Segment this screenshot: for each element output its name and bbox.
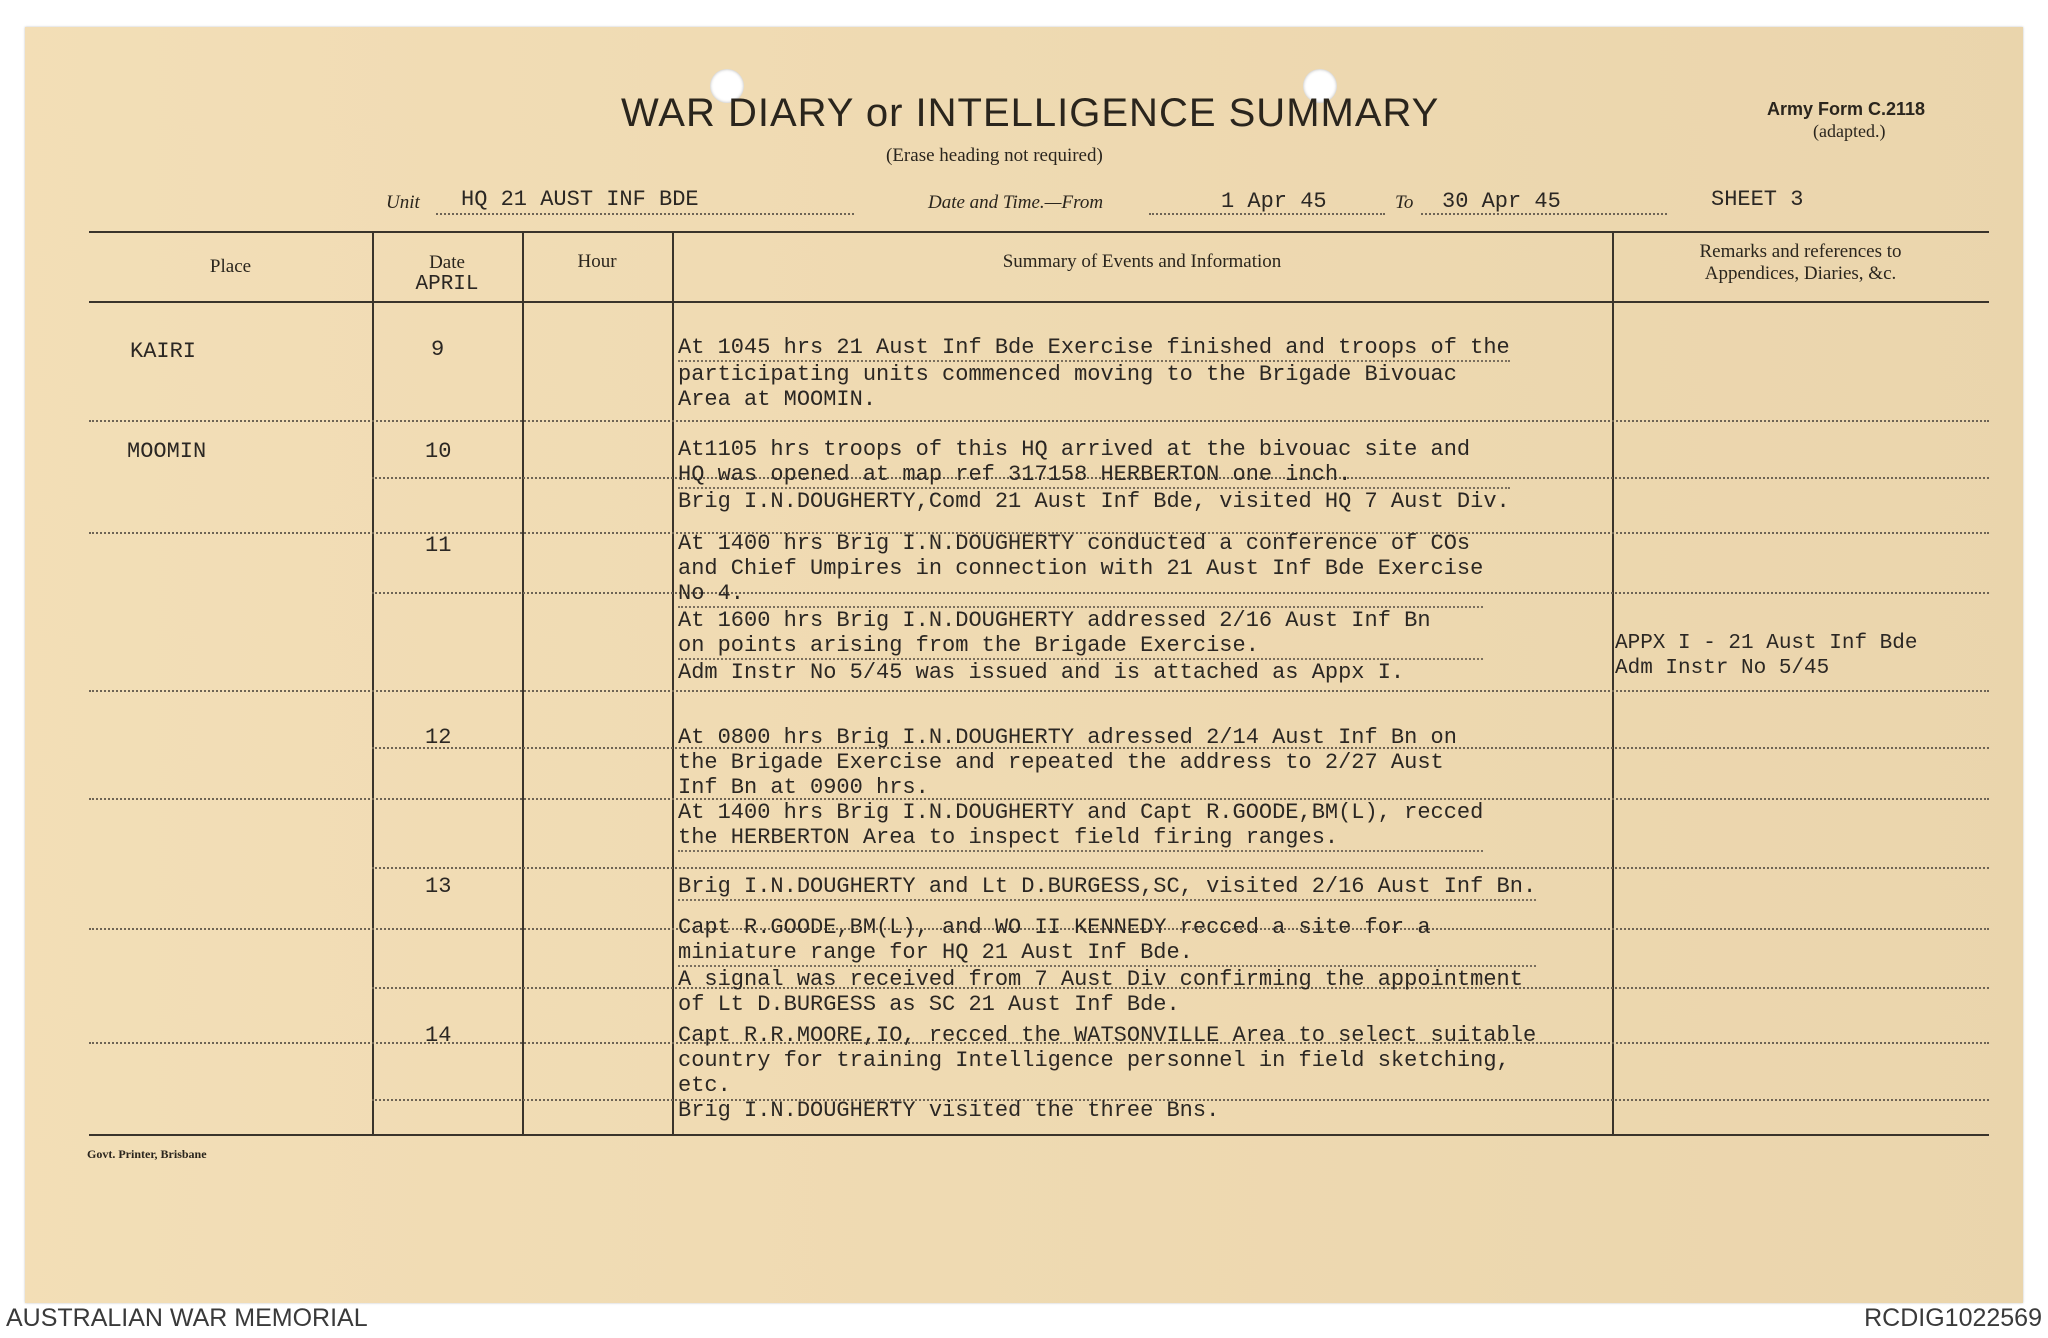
summary-line: At 1400 hrs Brig I.N.DOUGHERTY conducted a conference of COs [678, 531, 1471, 556]
form-sub: (adapted.) [1813, 121, 1886, 141]
place-cell: KAIRI [130, 339, 197, 364]
date-label: Date and Time.—From [928, 192, 1104, 213]
footer-archive-name: AUSTRALIAN WAR MEMORIAL [6, 1304, 368, 1332]
form-label: Army Form C.2118 [1767, 99, 1926, 119]
summary-line: country for training Intelligence personnel in field sketching, [678, 1048, 1510, 1073]
summary-entry [678, 874, 1536, 1017]
col-place-header: Place [209, 256, 252, 277]
summary-line: HQ was opened at map ref 317158 HERBERTON one inch. [678, 462, 1510, 489]
summary-line: Brig I.N.DOUGHERTY visited the three Bns. [678, 1098, 1220, 1123]
col-date-month: APRIL [415, 273, 479, 296]
summary-line: Capt R.GOODE,BM(L), and WO II KENNEDY recced a site for a [678, 915, 1431, 940]
summary-line: Area at MOOMIN. [678, 387, 877, 412]
to-label: To [1395, 192, 1414, 213]
summary-line: the Brigade Exercise and repeated the address to 2/27 Aust [678, 750, 1444, 775]
footer-record-id: RCDIG1022569 [1864, 1304, 2042, 1332]
summary-line: on points arising from the Brigade Exercise. [678, 633, 1483, 660]
date-cell: 11 [425, 533, 452, 558]
to-value: 30 Apr 45 [1442, 189, 1561, 214]
summary-line: of Lt D.BURGESS as SC 21 Aust Inf Bde. [678, 992, 1180, 1017]
date-cell: 10 [425, 439, 452, 464]
summary-line: At 0800 hrs Brig I.N.DOUGHERTY adressed 2/14 Aust Inf Bn on [678, 725, 1457, 750]
summary-line: At 1600 hrs Brig I.N.DOUGHERTY addressed 2/16 Aust Inf Bn [678, 608, 1431, 633]
summary-line: Brig I.N.DOUGHERTY and Lt D.BURGESS,SC, visited 2/16 Aust Inf Bn. [678, 874, 1537, 899]
summary-line: At1105 hrs troops of this HQ arrived at the bivouac site and [678, 437, 1471, 462]
summary-line: No 4. [678, 581, 1483, 608]
summary-entry [678, 531, 1483, 685]
summary-line: etc. [678, 1073, 731, 1098]
date-cell: 12 [425, 725, 452, 750]
remarks-entry [1615, 631, 1917, 681]
summary-entry [678, 335, 1510, 412]
summary-line: miniature range for HQ 21 Aust Inf Bde. [678, 940, 1536, 967]
date-cell: 9 [431, 337, 445, 362]
summary-entry [678, 437, 1510, 514]
summary-line: Capt R.R.MOORE,IO, recced the WATSONVILLE Area to select suitable [678, 1023, 1537, 1048]
page-title: WAR DIARY or INTELLIGENCE SUMMARY [621, 91, 1440, 135]
col-summary-header: Summary of Events and Information [1002, 251, 1282, 272]
summary-line: A signal was received from 7 Aust Div confirming the appointment [678, 967, 1523, 992]
summary-line: participating units commenced moving to the Brigade Bivouac [678, 362, 1457, 387]
summary-line: At 1400 hrs Brig I.N.DOUGHERTY and Capt R.GOODE,BM(L), recced [678, 800, 1484, 825]
summary-line: Brig I.N.DOUGHERTY,Comd 21 Aust Inf Bde, visited HQ 7 Aust Div. [678, 489, 1510, 514]
summary-line: the HERBERTON Area to inspect field firing ranges. [678, 825, 1483, 852]
col-date-header: Date [429, 252, 465, 273]
page-subtitle: (Erase heading not required) [886, 145, 1103, 166]
unit-value: HQ 21 AUST INF BDE [461, 187, 699, 212]
col-remarks-header-2: Appendices, Diaries, &c. [1704, 263, 1897, 284]
date-cell: 14 [425, 1023, 452, 1048]
summary-line: Adm Instr No 5/45 was issued and is attached as Appx I. [678, 660, 1405, 685]
place-cell: MOOMIN [127, 439, 207, 464]
printer-imprint: Govt. Printer, Brisbane [87, 1147, 207, 1161]
summary-line: and Chief Umpires in connection with 21 Aust Inf Bde Exercise [678, 556, 1484, 581]
remarks-line: Adm Instr No 5/45 [1615, 657, 1830, 680]
date-cell: 13 [425, 874, 452, 899]
sheet-number: SHEET 3 [1711, 187, 1804, 212]
summary-entry [678, 725, 1483, 852]
col-remarks-header-1: Remarks and references to [1699, 241, 1902, 262]
col-hour-header: Hour [577, 251, 617, 272]
summary-entry [678, 1023, 1536, 1123]
summary-line: Inf Bn at 0900 hrs. [678, 775, 929, 800]
summary-line: At 1045 hrs 21 Aust Inf Bde Exercise finished and troops of the [678, 335, 1510, 360]
diary-sheet [25, 27, 2023, 1303]
unit-label: Unit [386, 192, 420, 213]
remarks-line: APPX I - 21 Aust Inf Bde [1615, 632, 1918, 655]
from-value: 1 Apr 45 [1221, 189, 1327, 214]
